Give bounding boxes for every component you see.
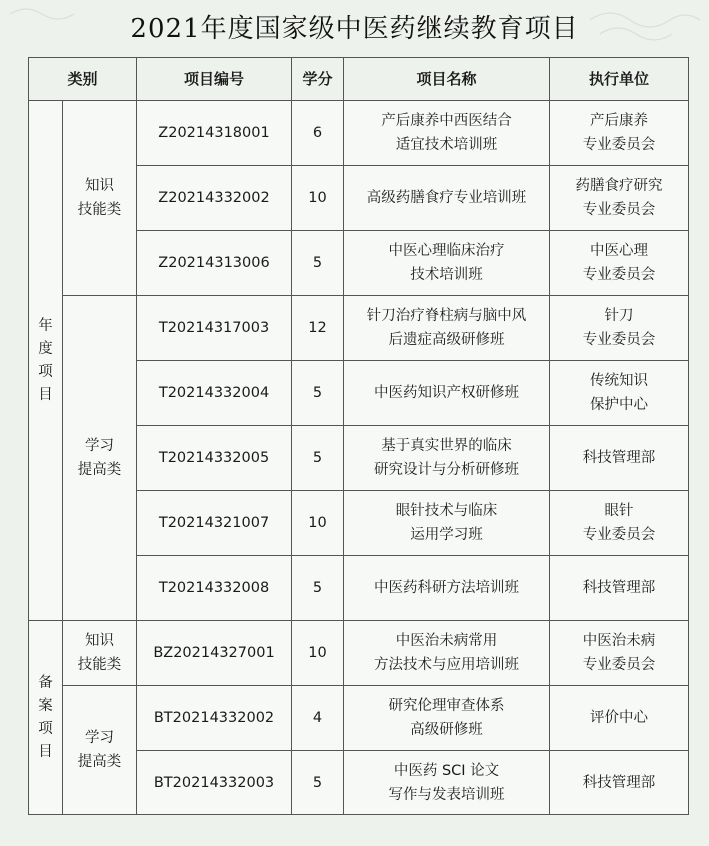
table-row xyxy=(29,101,689,166)
project-unit: 中医治未病 专业委员会 xyxy=(550,621,689,686)
project-code: Z20214332002 xyxy=(137,166,292,231)
header-name: 项目名称 xyxy=(344,58,550,101)
table-row xyxy=(29,621,689,686)
header-category: 类别 xyxy=(29,58,137,101)
header-unit: 执行单位 xyxy=(550,58,689,101)
project-unit: 产后康养 专业委员会 xyxy=(550,101,689,166)
project-code: Z20214318001 xyxy=(137,101,292,166)
project-code: T20214332008 xyxy=(137,556,292,621)
header-code: 项目编号 xyxy=(137,58,292,101)
project-code: T20214332004 xyxy=(137,361,292,426)
project-unit: 科技管理部 xyxy=(550,426,689,491)
project-code: Z20214313006 xyxy=(137,231,292,296)
group-annual: 年度项目 xyxy=(29,101,63,621)
page-title: 2021年度国家级中医药继续教育项目 xyxy=(130,14,579,44)
table-header-row xyxy=(29,58,689,101)
project-unit: 药膳食疗研究 专业委员会 xyxy=(550,166,689,231)
project-unit: 眼针 专业委员会 xyxy=(550,491,689,556)
project-code: T20214332005 xyxy=(137,426,292,491)
project-unit: 传统知识 保护中心 xyxy=(550,361,689,426)
project-credit: 4 xyxy=(292,686,344,751)
project-credit: 5 xyxy=(292,231,344,296)
project-credit: 5 xyxy=(292,361,344,426)
project-credit: 12 xyxy=(292,296,344,361)
project-name: 中医治未病常用 方法技术与应用培训班 xyxy=(344,621,550,686)
header-credit: 学分 xyxy=(292,58,344,101)
project-name: 眼针技术与临床 运用学习班 xyxy=(344,491,550,556)
subgroup-annual-study: 学习 提高类 xyxy=(63,296,137,621)
project-code: T20214321007 xyxy=(137,491,292,556)
project-credit: 10 xyxy=(292,166,344,231)
project-name: 基于真实世界的临床 研究设计与分析研修班 xyxy=(344,426,550,491)
project-credit: 6 xyxy=(292,101,344,166)
project-credit: 5 xyxy=(292,556,344,621)
project-unit: 针刀 专业委员会 xyxy=(550,296,689,361)
project-unit: 评价中心 xyxy=(550,686,689,751)
project-unit: 科技管理部 xyxy=(550,751,689,815)
project-credit: 5 xyxy=(292,751,344,815)
subgroup-filing-skill: 知识 技能类 xyxy=(63,621,137,686)
project-code: BT20214332002 xyxy=(137,686,292,751)
project-unit: 科技管理部 xyxy=(550,556,689,621)
project-table xyxy=(28,57,689,815)
subgroup-annual-skill: 知识 技能类 xyxy=(63,101,137,296)
project-code: T20214317003 xyxy=(137,296,292,361)
project-name: 中医药 SCI 论文 写作与发表培训班 xyxy=(344,751,550,815)
project-name: 中医药知识产权研修班 xyxy=(344,361,550,426)
project-credit: 10 xyxy=(292,621,344,686)
project-name: 针刀治疗脊柱病与脑中风 后遗症高级研修班 xyxy=(344,296,550,361)
project-name: 中医心理临床治疗 技术培训班 xyxy=(344,231,550,296)
group-filing: 备案项目 xyxy=(29,621,63,815)
subgroup-filing-study: 学习 提高类 xyxy=(63,686,137,815)
table-row xyxy=(29,296,689,361)
project-code: BZ20214327001 xyxy=(137,621,292,686)
project-name: 产后康养中西医结合 适宜技术培训班 xyxy=(344,101,550,166)
project-unit: 中医心理 专业委员会 xyxy=(550,231,689,296)
project-credit: 5 xyxy=(292,426,344,491)
project-name: 高级药膳食疗专业培训班 xyxy=(344,166,550,231)
table-row xyxy=(29,686,689,751)
project-name: 中医药科研方法培训班 xyxy=(344,556,550,621)
project-name: 研究伦理审查体系 高级研修班 xyxy=(344,686,550,751)
project-credit: 10 xyxy=(292,491,344,556)
project-code: BT20214332003 xyxy=(137,751,292,815)
